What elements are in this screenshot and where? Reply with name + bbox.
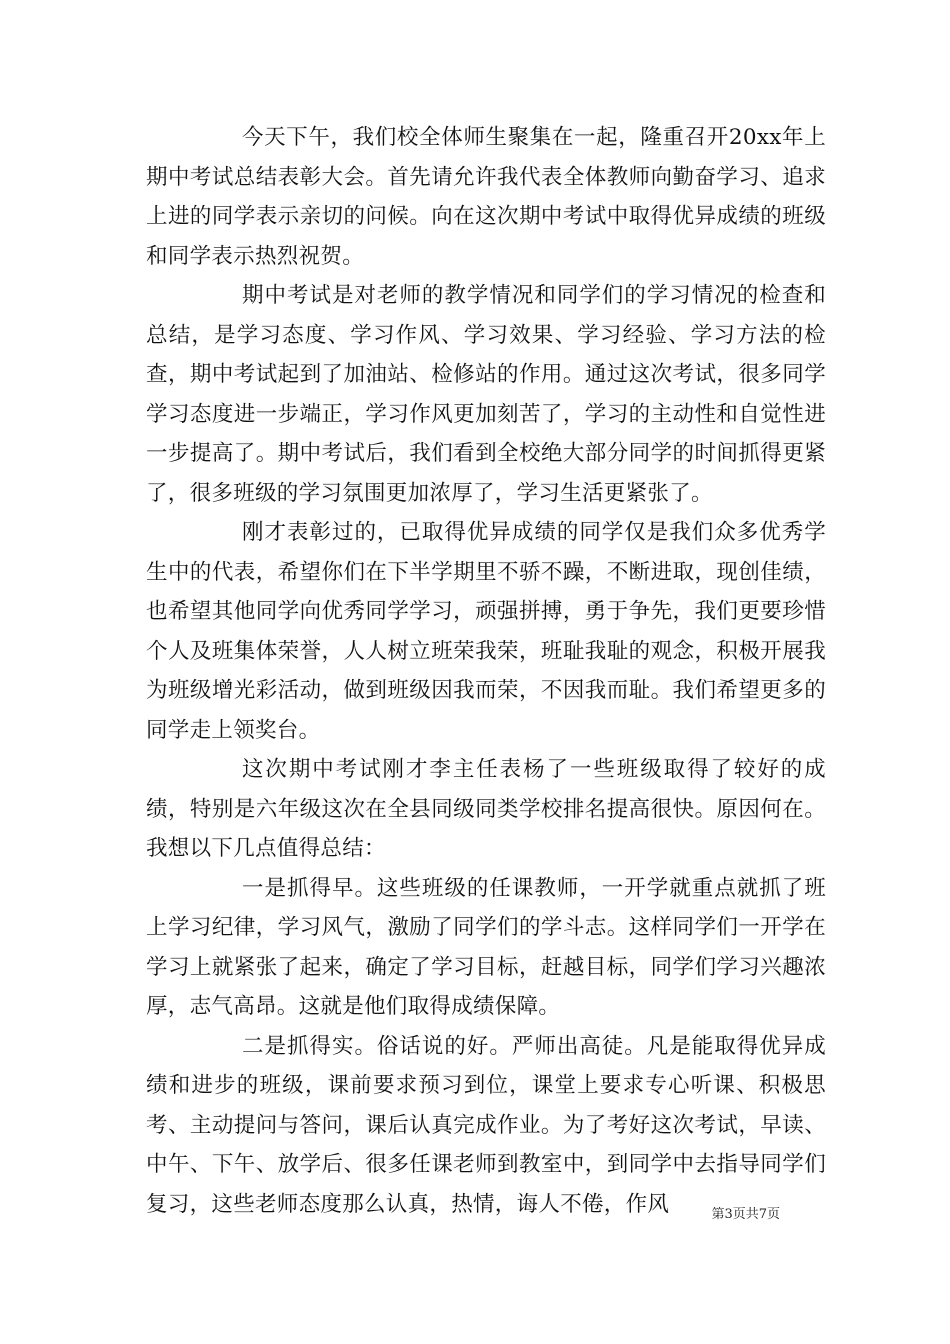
document-body	[146, 118, 826, 1224]
paragraph-5: 一是抓得早。这些班级的任课教师，一开学就重点就抓了班上学习纪律，学习风气，激励了同学们的学斗志。这样同学们一开学在学习上就紧张了起来，确定了学习目标，赶越目标，同学们学习兴趣浓厚，志气高昂。这就是他们取得成绩保障。	[146, 875, 826, 1019]
paragraph-4: 这次期中考试刚才李主任表杨了一些班级取得了较好的成绩，特别是六年级这次在全县同级同类学校排名提高很快。原因何在。我想以下几点值得总结：	[146, 757, 826, 861]
paragraph-6: 二是抓得实。俗话说的好。严师出高徒。凡是能取得优异成绩和进步的班级，课前要求预习到位，课堂上要求专心听课、积极思考、主动提问与答问，课后认真完成作业。为了考好这次考试，早读、中午、下午、放学后、很多任课老师到教室中，到同学中去指导同学们复习，这些老师态度那么认真，热情，诲人不倦，作风	[146, 1033, 826, 1217]
paragraph-3: 刚才表彰过的，已取得优异成绩的同学仅是我们众多优秀学生中的代表，希望你们在下半学期里不骄不躁，不断进取，现创佳绩，也希望其他同学向优秀同学学习，顽强拼搏，勇于争先，我们更要珍惜个人及班集体荣誉，人人树立班荣我荣，班耻我耻的观念，积极开展我为班级增光彩活动，做到班级因我而荣，不因我而耻。我们希望更多的同学走上领奖台。	[146, 520, 826, 743]
page-number-footer: 第3页共7页	[711, 1207, 780, 1222]
paragraph-1: 今天下午，我们校全体师生聚集在一起，隆重召开20xx年上期中考试总结表彰大会。首先请允许我代表全体教师向勤奋学习、追求上进的同学表示亲切的问候。向在这次期中考试中取得优异成绩的班级和同学表示热烈祝贺。	[146, 125, 826, 269]
paragraph-2: 期中考试是对老师的教学情况和同学们的学习情况的检查和总结，是学习态度、学习作风、学习效果、学习经验、学习方法的检查，期中考试起到了加油站、检修站的作用。通过这次考试，很多同学学习态度进一步端正，学习作风更加刻苦了，学习的主动性和自觉性进一步提高了。期中考试后，我们看到全校绝大部分同学的时间抓得更紧了，很多班级的学习氛围更加浓厚了，学习生活更紧张了。	[146, 283, 826, 506]
